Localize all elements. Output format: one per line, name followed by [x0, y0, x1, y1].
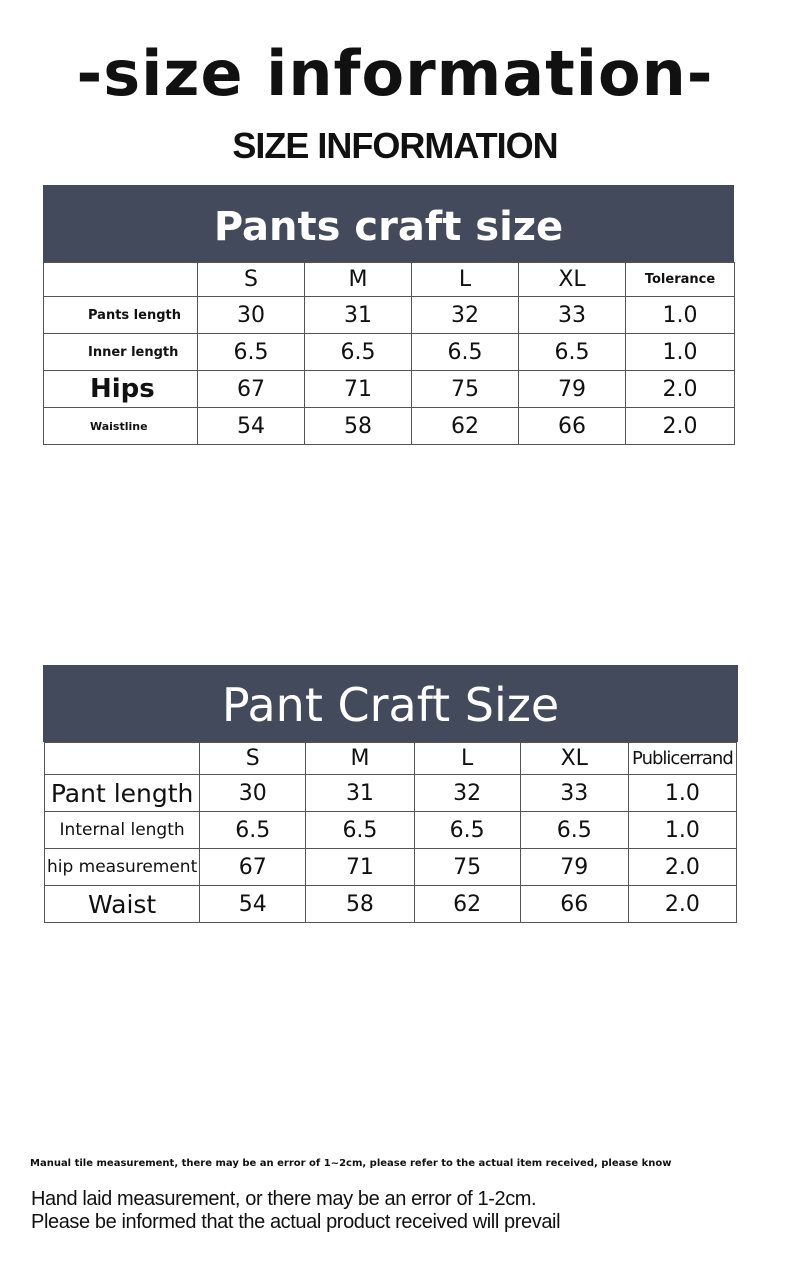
cell-value: 71 [306, 849, 414, 886]
cell-value: 6.5 [305, 334, 412, 371]
column-header-s: S [200, 743, 306, 775]
cell-value: 33 [520, 775, 628, 812]
table-2-heading: Pant Craft Size [43, 665, 738, 742]
cell-value: 6.5 [200, 812, 306, 849]
cell-value: 75 [412, 371, 519, 408]
cell-value: 6.5 [412, 334, 519, 371]
cell-value: 31 [305, 297, 412, 334]
cell-value: 58 [306, 886, 414, 923]
table-row [45, 886, 737, 923]
cell-value: 66 [519, 408, 626, 445]
row-label: Inner length [44, 334, 198, 371]
cell-value: 6.5 [414, 812, 520, 849]
column-header-publicerrand: Publicerrand [628, 743, 736, 775]
column-header-s: S [198, 263, 305, 297]
cell-value: 6.5 [519, 334, 626, 371]
column-header-xl: XL [519, 263, 626, 297]
column-header-l: L [414, 743, 520, 775]
row-label: hip measurement [45, 849, 200, 886]
table-header-row [45, 743, 737, 775]
table-2-grid [44, 742, 737, 923]
size-table-2 [43, 665, 738, 923]
cell-value: 1.0 [628, 775, 736, 812]
cell-value: 2.0 [628, 886, 736, 923]
page-subtitle: SIZE INFORMATION [232, 125, 558, 166]
cell-value: 30 [200, 775, 306, 812]
cell-value: 6.5 [198, 334, 305, 371]
row-label: Internal length [45, 812, 200, 849]
column-header-m: M [306, 743, 414, 775]
table-row [44, 408, 735, 445]
table-row [45, 812, 737, 849]
row-label: Waistline [44, 408, 198, 445]
page-title: -size information- [76, 37, 714, 110]
cell-value: 31 [306, 775, 414, 812]
corner-cell [45, 743, 200, 775]
cell-value: 66 [520, 886, 628, 923]
measurement-note-line-2: Please be informed that the actual product received will prevail [31, 1211, 561, 1233]
cell-value: 79 [520, 849, 628, 886]
measurement-note [31, 1188, 560, 1234]
measurement-note-small: Manual tile measurement, there may be an error of 1~2cm, please refer to the actual item received, please know [30, 1158, 672, 1169]
cell-value: 30 [198, 297, 305, 334]
row-label: Pant length [45, 775, 200, 812]
table-row [44, 297, 735, 334]
column-header-tolerance: Tolerance [626, 263, 735, 297]
table-row [44, 334, 735, 371]
cell-value: 62 [412, 408, 519, 445]
cell-value: 1.0 [628, 812, 736, 849]
table-header-row [44, 263, 735, 297]
cell-value: 6.5 [520, 812, 628, 849]
cell-value: 2.0 [628, 849, 736, 886]
cell-value: 2.0 [626, 408, 735, 445]
column-header-m: M [305, 263, 412, 297]
row-label: Hips [44, 371, 198, 408]
table-1-heading: Pants craft size [43, 185, 734, 262]
row-label: Waist [45, 886, 200, 923]
corner-cell [44, 263, 198, 297]
size-table-1 [43, 185, 734, 445]
cell-value: 67 [200, 849, 306, 886]
cell-value: 32 [414, 775, 520, 812]
cell-value: 1.0 [626, 334, 735, 371]
cell-value: 54 [198, 408, 305, 445]
column-header-xl: XL [520, 743, 628, 775]
cell-value: 62 [414, 886, 520, 923]
table-row [45, 775, 737, 812]
cell-value: 1.0 [626, 297, 735, 334]
cell-value: 79 [519, 371, 626, 408]
cell-value: 75 [414, 849, 520, 886]
table-1-grid [43, 262, 735, 445]
cell-value: 32 [412, 297, 519, 334]
cell-value: 54 [200, 886, 306, 923]
row-label: Pants length [44, 297, 198, 334]
table-row [44, 371, 735, 408]
cell-value: 67 [198, 371, 305, 408]
cell-value: 33 [519, 297, 626, 334]
cell-value: 6.5 [306, 812, 414, 849]
cell-value: 2.0 [626, 371, 735, 408]
cell-value: 71 [305, 371, 412, 408]
cell-value: 58 [305, 408, 412, 445]
table-row [45, 849, 737, 886]
measurement-note-line-1: Hand laid measurement, or there may be an error of 1-2cm. [31, 1188, 537, 1210]
column-header-l: L [412, 263, 519, 297]
